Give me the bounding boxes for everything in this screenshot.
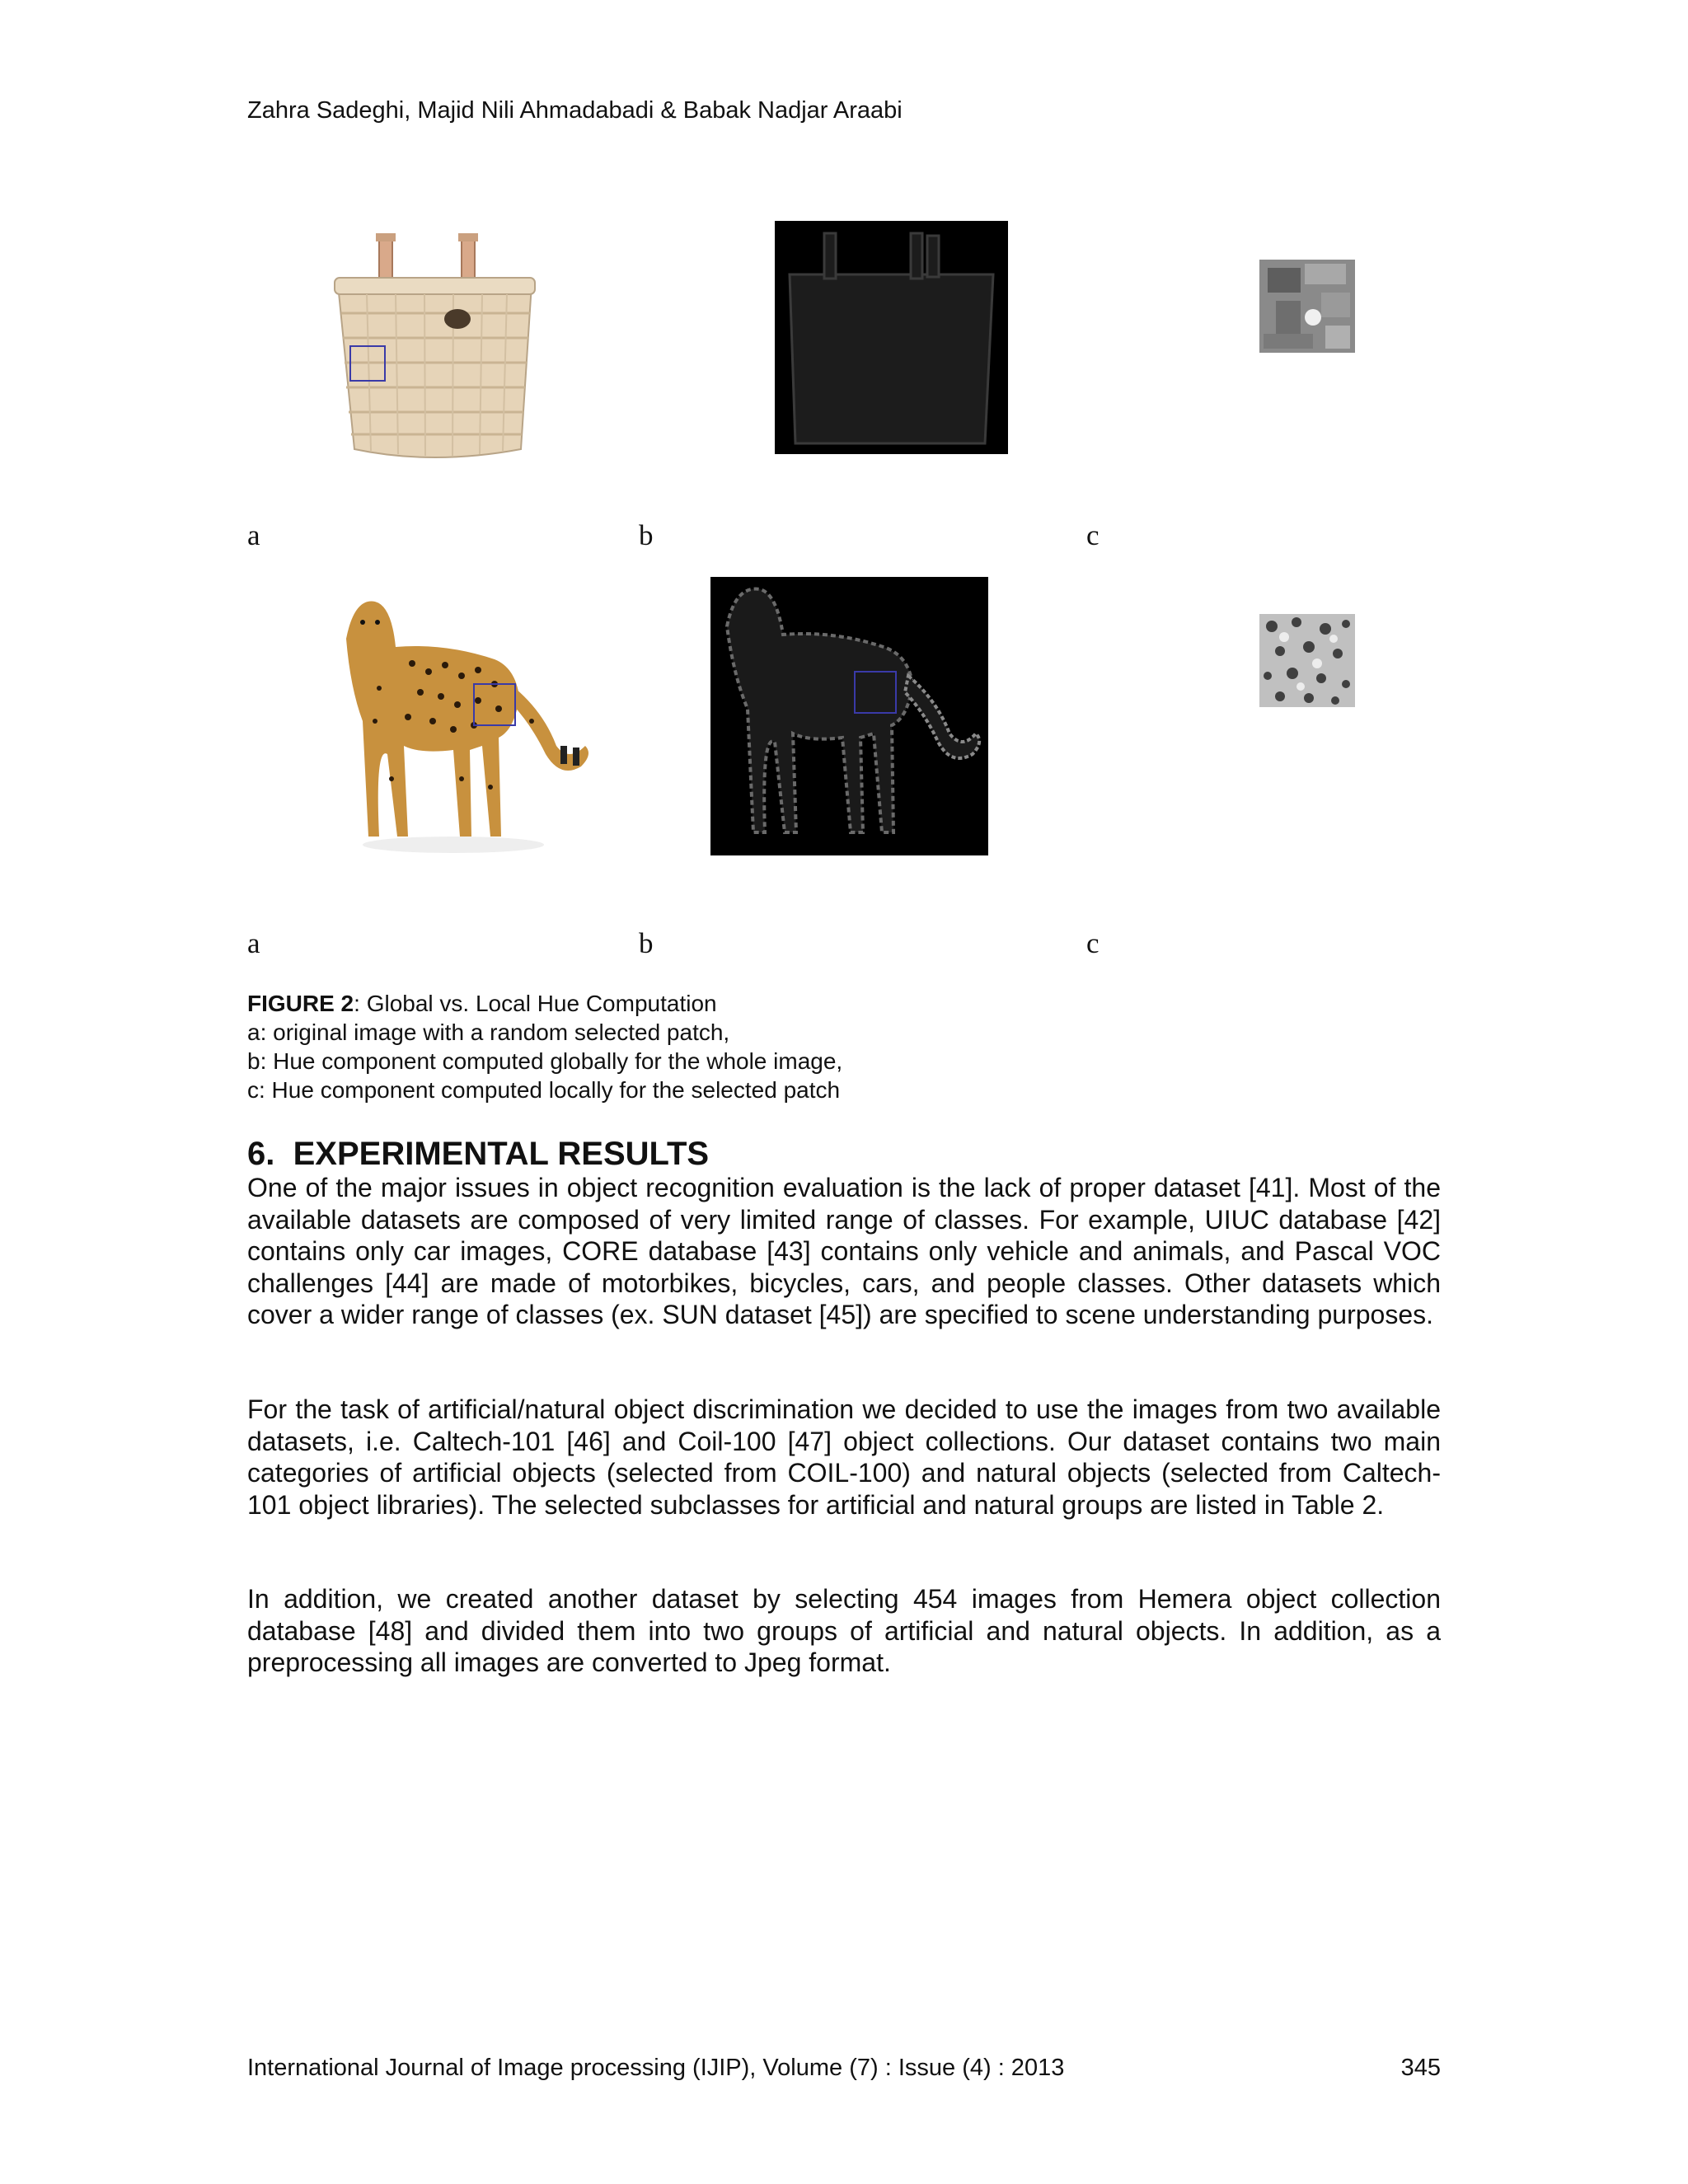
caption-line-a: a: original image with a random selected patch, [247, 1019, 730, 1045]
row2-label-a: a [247, 927, 260, 959]
basket-local-hue-patch [1259, 260, 1355, 353]
row2-label-b: b [639, 927, 654, 959]
paragraph-2: For the task of artificial/natural object discrimination we decided to use the images from two available datasets, i.e. Caltech-101 [46] and Coil-100 [47] object collections. Our dataset contains two main categories of artificial objects (selected from COIL-100) and natural objects (selected from Caltech-101 object libraries). The selected subclasses for artificial and natural groups are listed in Table 2. [247, 1394, 1441, 1520]
row1-label-b: b [639, 519, 654, 551]
basket-global-hue-image [775, 221, 1008, 454]
cheetah-global-hue-image [710, 577, 988, 855]
page-number: 345 [1400, 2055, 1441, 2081]
caption-label: FIGURE 2 [247, 991, 354, 1016]
figure-caption [247, 989, 842, 1104]
journal-citation: International Journal of Image processing (IJIP), Volume (7) : Issue (4) : 2013 [247, 2055, 1065, 2081]
row2-label-c: c [1086, 927, 1100, 959]
section-title: EXPERIMENTAL RESULTS [293, 1136, 710, 1172]
section-number: 6. [247, 1136, 275, 1172]
running-header: Zahra Sadeghi, Majid Nili Ahmadabadi & Babak Nadjar Araabi [247, 97, 903, 124]
caption-line-b: b: Hue component computed globally for the whole image, [247, 1048, 843, 1074]
page-footer [247, 2055, 1441, 2082]
section-heading [247, 1136, 709, 1173]
paragraph-3: In addition, we created another dataset by selecting 454 images from Hemera object collection database [48] and divided them into two groups of artificial and natural objects. In addition, as a preprocessing all images are converted to Jpeg format. [247, 1584, 1441, 1677]
row1-label-a: a [247, 519, 260, 551]
row1-label-c: c [1086, 519, 1100, 551]
caption-line-c: c: Hue component computed locally for the selected patch [247, 1077, 841, 1103]
caption-title-line [247, 989, 842, 1018]
paragraph-1: One of the major issues in object recognition evaluation is the lack of proper dataset [41]. Most of the available datasets are composed of very limited range of classes. For example, UIUC database [42] contains only car images, CORE database [43] contains only vehicle and animals, and Pascal VOC challenges [44] are made of motorbikes, bicycles, cars, and people classes. Other datasets which cover a wider range of classes (ex. SUN dataset [45]) are specified to scene understanding purposes. [247, 1173, 1441, 1329]
basket-original-image [330, 227, 552, 466]
caption-title: : Global vs. Local Hue Computation [354, 991, 717, 1016]
cheetah-original-image [330, 589, 610, 857]
cheetah-local-hue-patch [1259, 614, 1355, 707]
